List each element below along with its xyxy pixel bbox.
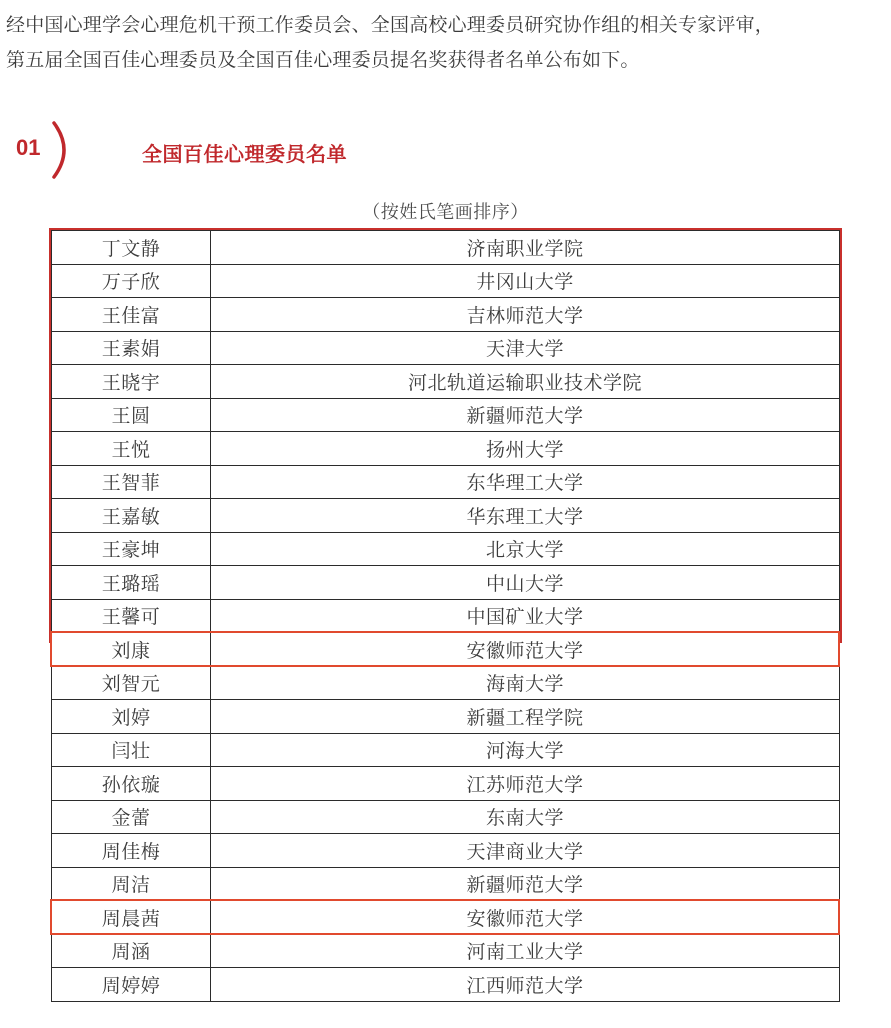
section-number: 01 [16, 135, 41, 160]
table-row [52, 465, 840, 499]
table-row [52, 599, 840, 633]
table-row [52, 499, 840, 533]
table-row [52, 532, 840, 566]
member-name-cell: 金蕾 [52, 800, 211, 834]
table-row [52, 264, 840, 298]
member-name-cell: 刘智元 [52, 666, 211, 700]
table-row [52, 432, 840, 466]
intro-line-2: 第五届全国百佳心理委员及全国百佳心理委员提名奖获得者名单公布如下。 [6, 49, 640, 71]
roster-table-container [49, 228, 841, 1028]
member-name-cell: 王璐瑶 [52, 566, 211, 600]
member-name-cell: 周晨茜 [52, 901, 211, 935]
member-name-cell: 周洁 [52, 867, 211, 901]
roster-table-body [52, 231, 840, 1002]
school-cell: 济南职业学院 [211, 231, 840, 265]
school-cell: 扬州大学 [211, 432, 840, 466]
section-title: 全国百佳心理委员名单 [142, 142, 347, 166]
table-row [52, 700, 840, 734]
school-cell: 河海大学 [211, 733, 840, 767]
school-cell: 井冈山大学 [211, 264, 840, 298]
member-name-cell: 孙依璇 [52, 767, 211, 801]
section-header [12, 118, 512, 184]
table-row [52, 901, 840, 935]
table-row [52, 398, 840, 432]
school-cell: 中国矿业大学 [211, 599, 840, 633]
member-name-cell: 王悦 [52, 432, 211, 466]
school-cell: 新疆工程学院 [211, 700, 840, 734]
member-name-cell: 周婷婷 [52, 968, 211, 1002]
school-cell: 河北轨道运输职业技术学院 [211, 365, 840, 399]
table-row [52, 298, 840, 332]
roster-table [51, 230, 840, 1002]
school-cell: 吉林师范大学 [211, 298, 840, 332]
school-cell: 东华理工大学 [211, 465, 840, 499]
member-name-cell: 王素娟 [52, 331, 211, 365]
table-row [52, 834, 840, 868]
parenthesis-arc-icon [48, 120, 74, 180]
school-cell: 新疆师范大学 [211, 398, 840, 432]
school-cell: 安徽师范大学 [211, 633, 840, 667]
table-row [52, 867, 840, 901]
member-name-cell: 王馨可 [52, 599, 211, 633]
intro-line-1: 经中国心理学会心理危机干预工作委员会、全国高校心理委员研究协作组的相关专家评审， [6, 14, 775, 36]
table-row [52, 666, 840, 700]
member-name-cell: 王圆 [52, 398, 211, 432]
school-cell: 新疆师范大学 [211, 867, 840, 901]
member-name-cell: 王佳富 [52, 298, 211, 332]
table-row [52, 733, 840, 767]
sort-note: （按姓氏笔画排序） [362, 202, 529, 223]
member-name-cell: 万子欣 [52, 264, 211, 298]
table-row [52, 934, 840, 968]
table-row [52, 331, 840, 365]
school-cell: 海南大学 [211, 666, 840, 700]
member-name-cell: 王豪坤 [52, 532, 211, 566]
member-name-cell: 刘康 [52, 633, 211, 667]
table-row [52, 231, 840, 265]
school-cell: 北京大学 [211, 532, 840, 566]
table-row [52, 800, 840, 834]
table-row [52, 365, 840, 399]
school-cell: 江西师范大学 [211, 968, 840, 1002]
member-name-cell: 周涵 [52, 934, 211, 968]
table-row [52, 633, 840, 667]
member-name-cell: 周佳梅 [52, 834, 211, 868]
school-cell: 天津商业大学 [211, 834, 840, 868]
school-cell: 河南工业大学 [211, 934, 840, 968]
school-cell: 江苏师范大学 [211, 767, 840, 801]
member-name-cell: 王嘉敏 [52, 499, 211, 533]
table-row [52, 767, 840, 801]
school-cell: 中山大学 [211, 566, 840, 600]
intro-paragraph [6, 8, 886, 78]
table-row [52, 566, 840, 600]
school-cell: 东南大学 [211, 800, 840, 834]
school-cell: 安徽师范大学 [211, 901, 840, 935]
member-name-cell: 刘婷 [52, 700, 211, 734]
school-cell: 华东理工大学 [211, 499, 840, 533]
school-cell: 天津大学 [211, 331, 840, 365]
member-name-cell: 闫壮 [52, 733, 211, 767]
table-row [52, 968, 840, 1002]
member-name-cell: 丁文静 [52, 231, 211, 265]
member-name-cell: 王晓宇 [52, 365, 211, 399]
member-name-cell: 王智菲 [52, 465, 211, 499]
